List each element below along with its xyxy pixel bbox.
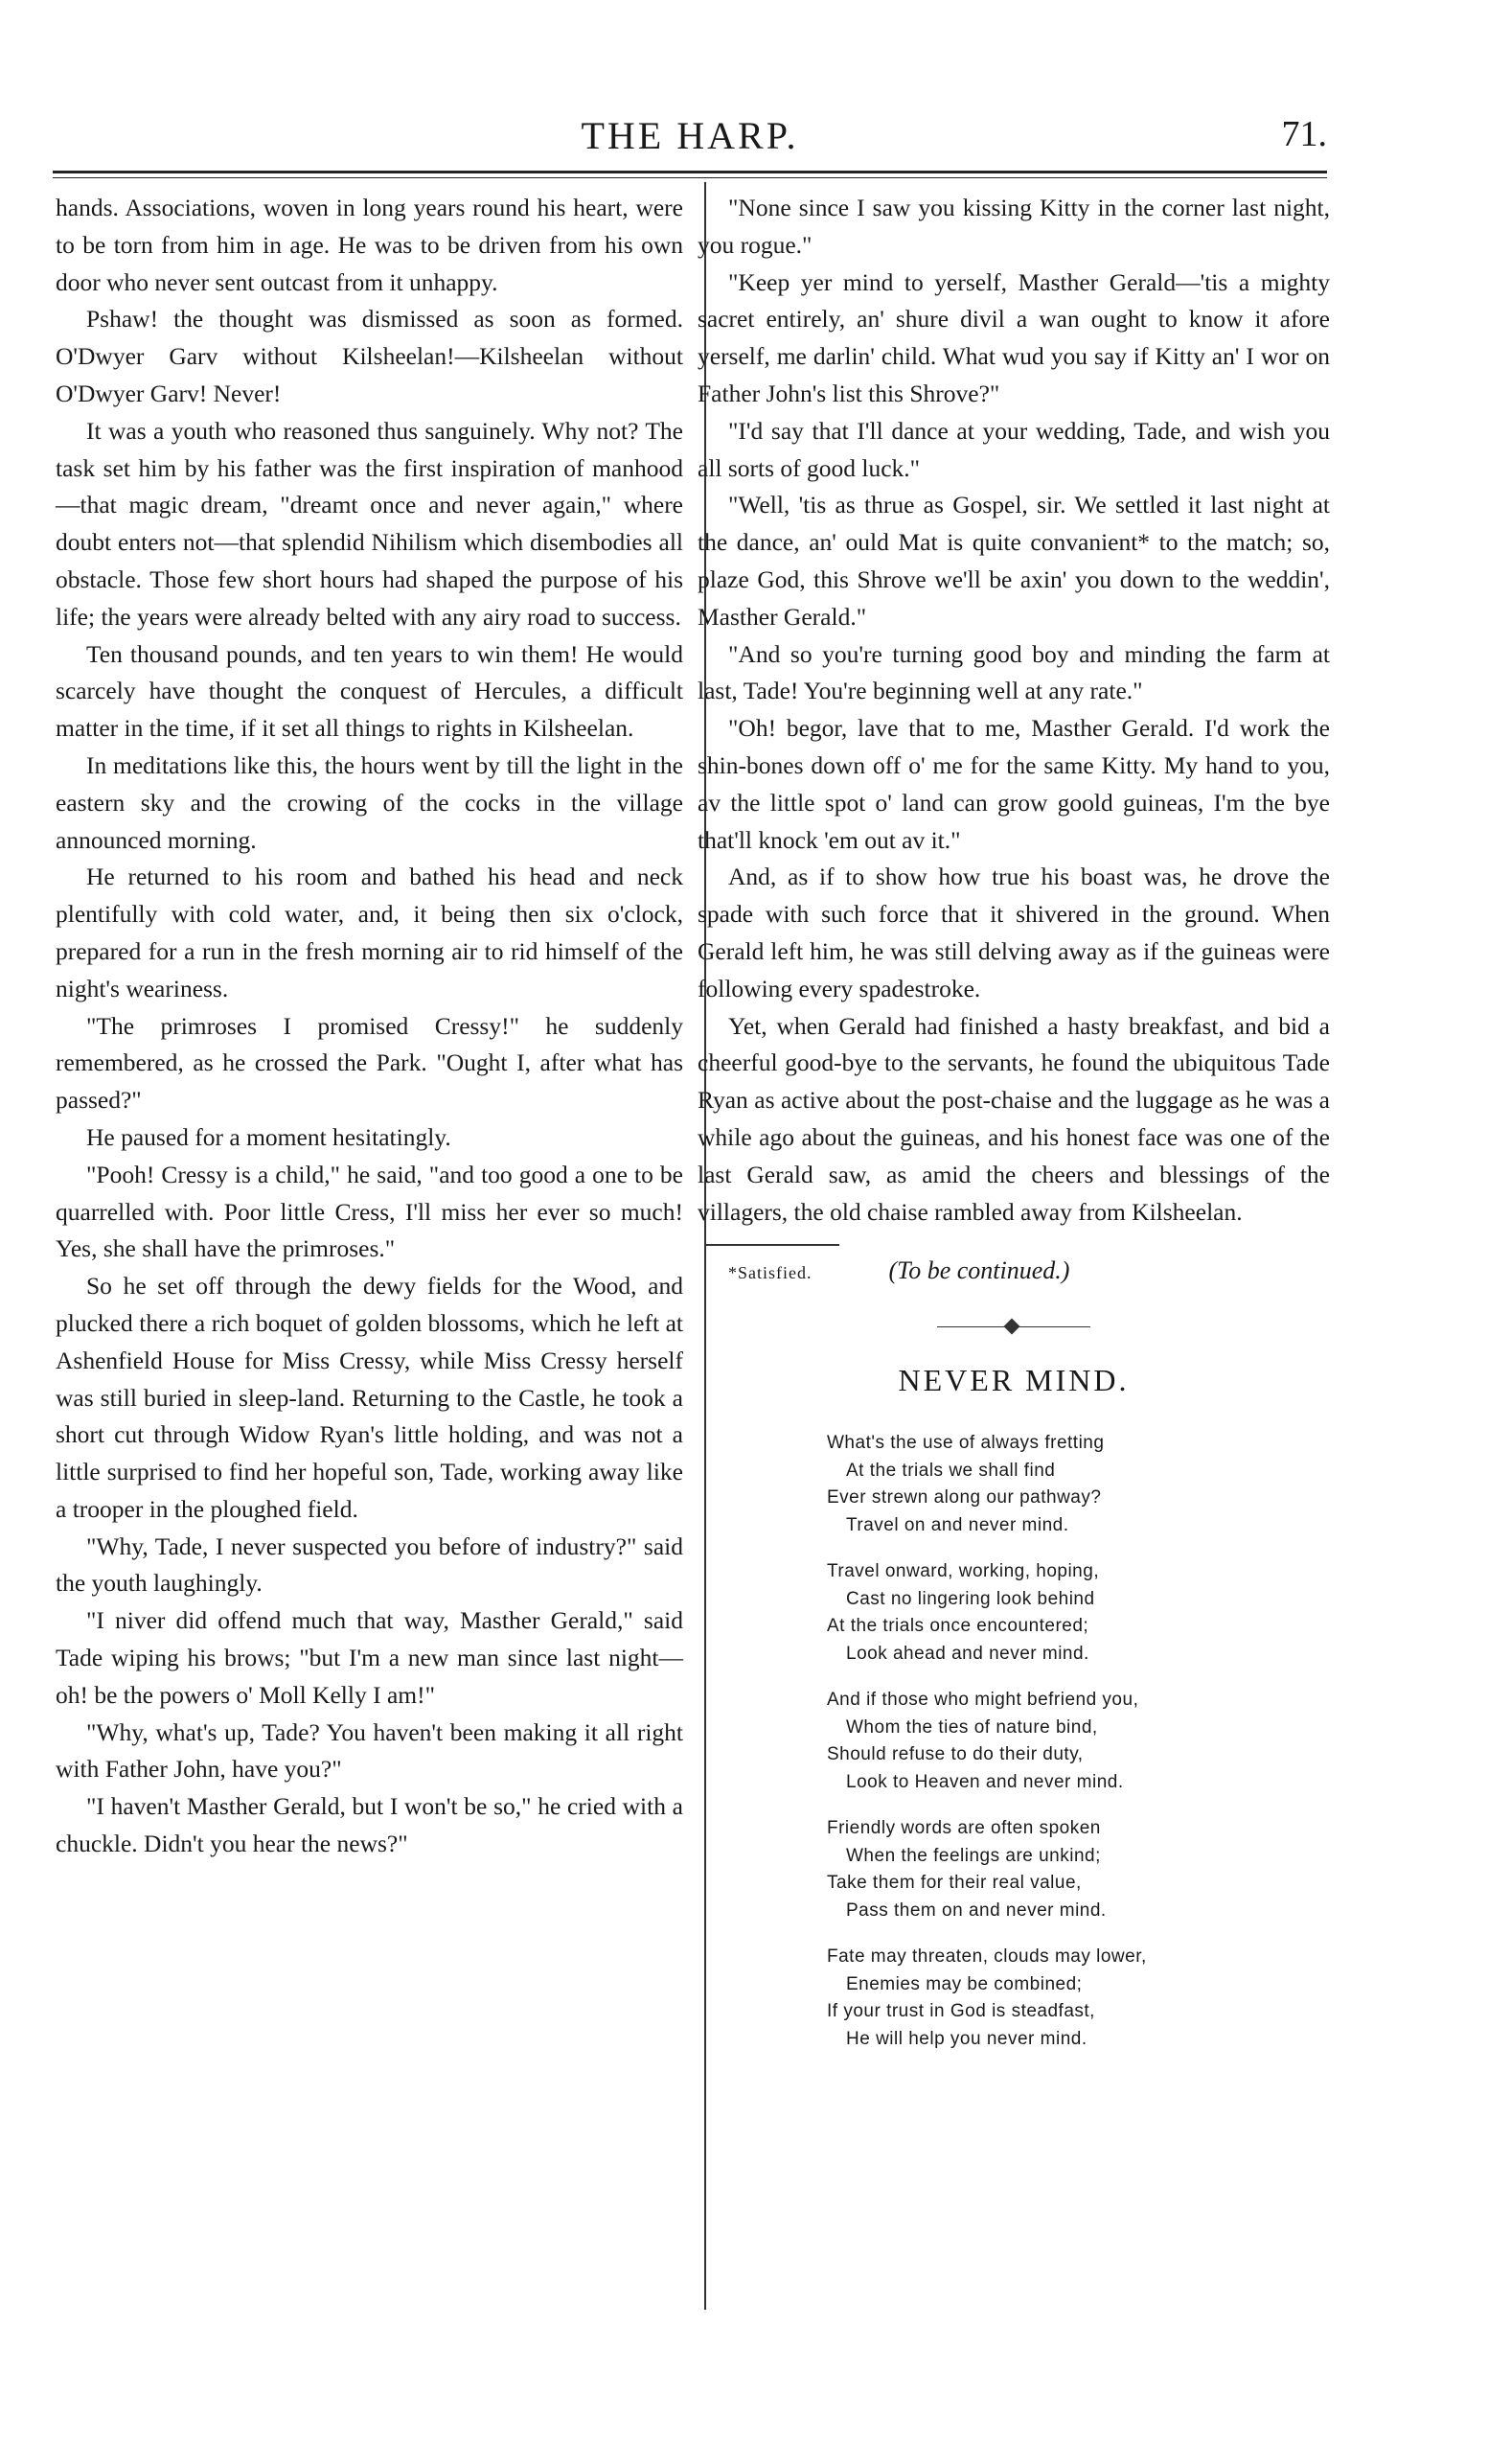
paragraph: Pshaw! the thought was dismissed as soon as formed. O'Dwyer Garv without Kilsheelan!—Kilsheelan without O'Dwyer Garv! Never! <box>56 305 683 407</box>
paragraph: "I niver did offend much that way, Masther Gerald," said Tade wiping his brows; "but I'm a new man since last night—oh! be the powers o' Moll Kelly I am!" <box>56 1606 683 1709</box>
paragraph: He returned to his room and bathed his head and neck plentifully with cold water, and, it being then six o'clock, prepared for a run in the fresh morning air to rid himself of the night's weariness. <box>56 863 683 1002</box>
poem-line: Travel on and never mind. <box>846 1514 1069 1535</box>
paragraph: "Keep yer mind to yerself, Masther Gerald—'tis a mighty sacret entirely, an' shure divil a wan ought to know it afore yerself, me darlin' child. What wud you say if Kitty an' I wor on Father John's list this Shrove?" <box>698 267 1330 407</box>
poem-line: Cast no lingering look behind <box>846 1588 1095 1609</box>
poem-line: If your trust in God is steadfast, <box>827 2001 1095 2022</box>
right-column <box>698 190 1330 2072</box>
paragraph: "Pooh! Cressy is a child," he said, "and too good a one to be quarrelled with. Poor little Cress, I'll miss her ever so much! Yes, she shall have the primroses." <box>56 1160 683 1263</box>
left-column <box>56 190 683 1863</box>
paragraph: "And so you're turning good boy and minding the farm at last, Tade! You're beginning well at any rate." <box>698 639 1330 705</box>
paragraph: "None since I saw you kissing Kitty in the corner last night, you rogue." <box>698 194 1330 259</box>
paragraph: It was a youth who reasoned thus sanguinely. Why not? The task set him by his father was the first inspiration of manhood—that magic dream, "dreamt once and never again," where doubt enters not—that splendid Nihilism which disembodies all obstacle. Those few short hours had shaped the purpose of his life; the years were already belted with any airy road to success. <box>56 416 683 631</box>
paragraph: "I'd say that I'll dance at your wedding, Tade, and wish you all sorts of good luck." <box>698 416 1330 482</box>
poem-line: What's the use of always fretting <box>827 1433 1105 1454</box>
poem-stanza <box>827 1687 1330 1796</box>
poem-line: At the trials we shall find <box>846 1460 1056 1481</box>
paragraph: He paused for a moment hesitatingly. <box>86 1122 451 1151</box>
page-number: 71. <box>1281 114 1327 154</box>
footnote: *Satisfied. <box>728 1263 813 1283</box>
poem-line: He will help you never mind. <box>846 2028 1087 2049</box>
poem-line: Friendly words are often spoken <box>827 1818 1101 1839</box>
paragraph: "Well, 'tis as thrue as Gospel, sir. We settled it last night at the dance, an' ould Mat is quite convanient* to the match; so, plaze God, this Shrove we'll be axin' you down to the weddin', Masther Gerald." <box>698 491 1330 631</box>
poem-line: And if those who might befriend you, <box>827 1690 1139 1711</box>
ornament-divider <box>937 1326 1090 1331</box>
paragraph: In meditations like this, the hours went by till the light in the eastern sky and the crowing of the cocks in the village announced morning. <box>56 750 683 854</box>
poem-line: Pass them on and never mind. <box>846 1900 1107 1921</box>
poem-line: Whom the ties of nature bind, <box>846 1716 1098 1738</box>
paragraph: Ten thousand pounds, and ten years to win them! He would scarcely have thought the conquest of Hercules, a difficult matter in the time, if it set all things to rights in Kilsheelan. <box>56 639 683 743</box>
footnote-row <box>698 1255 1330 1288</box>
page-header <box>53 113 1327 163</box>
poem-line: Enemies may be combined; <box>846 1973 1083 1994</box>
poem-stanza <box>827 1815 1330 1924</box>
right-column-text <box>698 190 1330 1231</box>
running-title: THE HARP. <box>581 114 799 157</box>
poem-line: Should refuse to do their duty, <box>827 1744 1084 1765</box>
poem-title: NEVER MIND. <box>898 1363 1130 1398</box>
paragraph: And, as if to show how true his boast was, he drove the spade with such force that it shivered in the ground. When Gerald left him, he was still delving away as if the guineas were following every spadestroke. <box>698 863 1330 1002</box>
poem-line: Take them for their real value, <box>827 1873 1082 1894</box>
poem-line: Travel onward, working, hoping, <box>827 1561 1100 1582</box>
poem-line: Look ahead and never mind. <box>846 1643 1089 1664</box>
paragraph: Yet, when Gerald had finished a hasty breakfast, and bid a cheerful good-bye to the servants, he found the ubiquitous Tade Ryan as active about the post-chaise and the luggage as he was a while ago about the guineas, and his honest face was one of the last Gerald saw, as amid the cheers and blessings of the villagers, the old chaise rambled away from Kilsheelan. <box>698 1011 1330 1226</box>
poem <box>827 1430 1330 2053</box>
poem-stanza <box>827 1558 1330 1668</box>
footnote-rule <box>705 1244 839 1246</box>
poem-stanza <box>827 1944 1330 2053</box>
paragraph: "Why, Tade, I never suspected you before of industry?" said the youth laughingly. <box>56 1531 683 1598</box>
paragraph: "Oh! begor, lave that to me, Masther Gerald. I'd work the shin-bones down off o' me for the same Kitty. My hand to you, av the little spot o' land can grow goold guineas, I'm the bye that'll knock 'em out av it." <box>698 714 1330 854</box>
header-rule <box>53 171 1327 178</box>
poem-stanza <box>827 1430 1330 1539</box>
poem-line: At the trials once encountered; <box>827 1616 1089 1637</box>
paragraph: "The primroses I promised Cressy!" he suddenly remembered, as he crossed the Park. "Ought I, after what has passed?" <box>56 1011 683 1115</box>
paragraph: hands. Associations, woven in long years round his heart, were to be torn from him in age. He was to be driven from his own door who never sent outcast from it unhappy. <box>56 194 683 296</box>
paragraph: "I haven't Masther Gerald, but I won't be so," he cried with a chuckle. Didn't you hear the news?" <box>56 1792 683 1858</box>
poem-line: Look to Heaven and never mind. <box>846 1771 1124 1792</box>
diamond-ornament-icon <box>1004 1319 1020 1335</box>
paragraph: "Why, what's up, Tade? You haven't been making it all right with Father John, have you?" <box>56 1717 683 1784</box>
poem-line: Ever strewn along our pathway? <box>827 1487 1102 1508</box>
poem-line: Fate may threaten, clouds may lower, <box>827 1946 1147 1968</box>
to-be-continued: (To be continued.) <box>888 1256 1070 1285</box>
paragraph: So he set off through the dewy fields for the Wood, and plucked there a rich boquet of golden blossoms, which he left at Ashenfield House for Miss Cressy, while Miss Cressy herself was still buried in sleep-land. Returning to the Castle, he took a short cut through Widow Ryan's little holding, and was not a little surprised to find her hopeful son, Tade, working away like a trooper in the ploughed field. <box>56 1272 683 1523</box>
poem-line: When the feelings are unkind; <box>846 1845 1101 1866</box>
